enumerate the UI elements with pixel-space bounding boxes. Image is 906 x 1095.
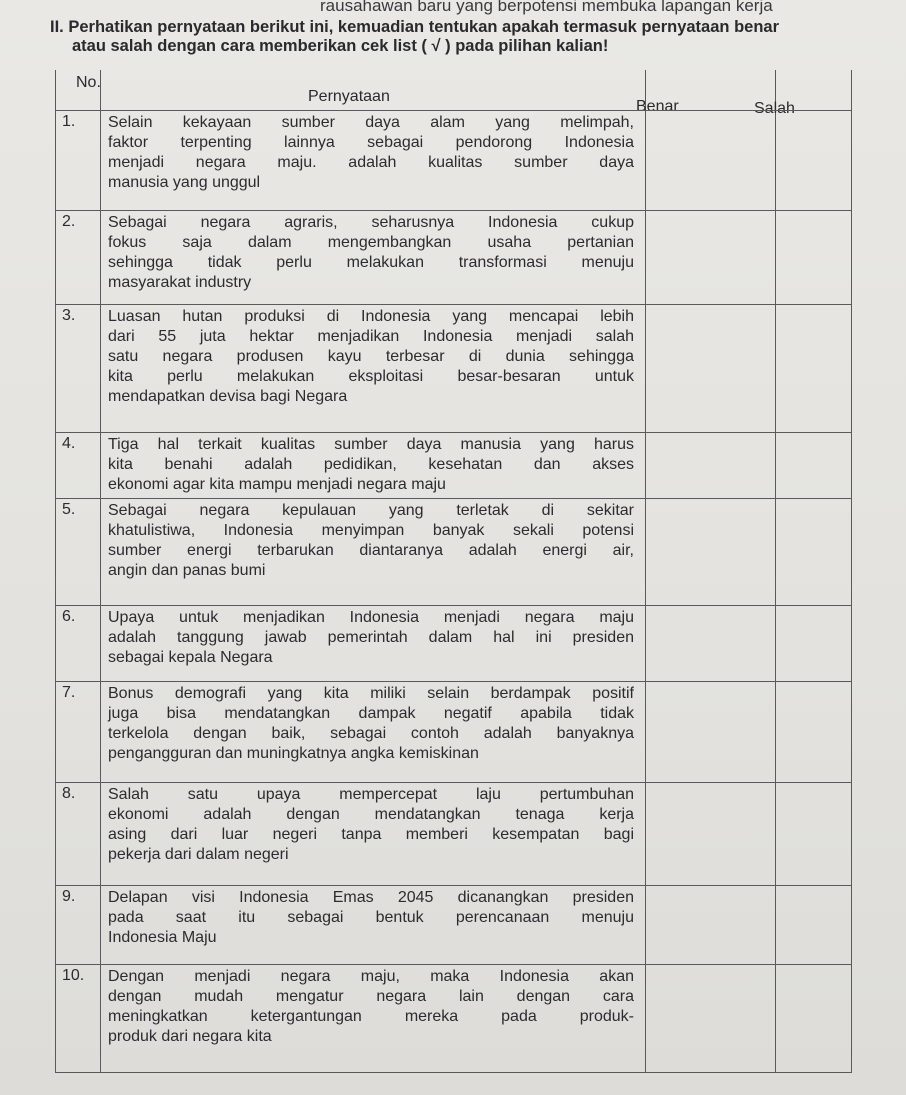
statement-text [108,501,634,581]
statement-line: adalah tanggung jawab pemerintah dalam hal ini presiden [108,629,634,646]
header-benar: Benar [636,98,679,115]
row-number: 5. [62,501,76,518]
previous-question-text: rausahawan baru yang berpotensi membuka lapangan kerja [320,0,773,15]
statement-line: ekonomi agar kita mampu menjadi negara maju [108,476,446,493]
statement-line: kita benahi adalah pedidikan, kesehatan dan akses [108,456,634,473]
row-number: 1. [62,113,76,130]
salah-checkbox-cell[interactable] [775,965,853,1073]
benar-checkbox-cell[interactable] [645,965,775,1073]
statement-line: juga bisa mendatangkan dampak negatif apabila tidak [108,705,634,722]
salah-checkbox-cell[interactable] [775,111,853,210]
statement-line: faktor terpenting lainnya sebagai pendorong Indonesia [108,134,634,151]
statement-line: Dengan menjadi negara maju, maka Indonesia akan [108,968,634,985]
statement-text [108,213,634,293]
statement-line: sebagai kepala Negara [108,649,273,666]
header-salah: Salah [754,100,795,117]
statement-line: manusia yang unggul [108,174,261,191]
table-row [56,964,851,1073]
benar-checkbox-cell[interactable] [645,886,775,964]
benar-checkbox-cell[interactable] [645,682,775,782]
statement-text [108,888,634,948]
statement-text [108,435,634,495]
row-number: 3. [62,307,76,324]
row-number: 10. [62,967,85,984]
statement-line: sumber energi terbarukan diantaranya adalah energi air, [108,542,634,559]
statement-line: asing dari luar negeri tanpa memberi kesempatan bagi [108,826,634,843]
row-number: 8. [62,785,76,802]
benar-checkbox-cell[interactable] [645,111,775,210]
statement-text [108,608,634,668]
benar-checkbox-cell[interactable] [645,305,775,432]
statement-line: Indonesia Maju [108,929,217,946]
table-row [56,681,851,782]
section-instructions [50,18,900,56]
statement-text [108,967,634,1047]
statement-line: terkelola dengan baik, sebagai contoh adalah banyaknya [108,725,634,742]
benar-checkbox-cell[interactable] [645,211,775,304]
statement-line: menjadi negara maju. adalah kualitas sumber daya [108,154,634,171]
statement-text [108,684,634,764]
statement-line: ekonomi adalah dengan mendatangkan tenaga kerja [108,806,634,823]
statement-line: Salah satu upaya mempercepat laju pertumbuhan [108,786,634,803]
statement-line: Selain kekayaan sumber daya alam yang melimpah, [108,114,634,131]
statement-line: pekerja dari dalam negeri [108,846,289,863]
statement-line: angin dan panas bumi [108,562,266,579]
statement-text [108,307,634,407]
statement-line: meningkatkan ketergantungan mereka pada produk- [108,1008,634,1025]
statement-text [108,785,634,865]
table-row [56,304,851,432]
table-row [56,110,851,210]
salah-checkbox-cell[interactable] [775,682,853,782]
statement-text [108,113,634,193]
statement-line: Bonus demografi yang kita miliki selain berdampak positif [108,685,634,702]
statement-line: Sebagai negara agraris, seharusnya Indonesia cukup [108,214,634,231]
header-statement: Pernyataan [308,88,390,105]
statement-line: masyarakat industry [108,274,252,291]
statement-line: mendapatkan devisa bagi Negara [108,388,348,405]
row-number: 9. [62,888,76,905]
header-no: No. [76,74,101,91]
true-false-table [55,70,852,1073]
statement-line: satu negara produsen kayu terbesar di dunia sehingga [108,348,634,365]
statement-line: dengan mudah mengatur negara lain dengan cara [108,988,634,1005]
instruction-line-1: II. Perhatikan pernyataan berikut ini, kemuadian tentukan apakah termasuk pernyataan benar [50,18,779,36]
row-number: 6. [62,608,76,625]
salah-checkbox-cell[interactable] [775,305,853,432]
statement-line: produk dari negara kita [108,1028,272,1045]
statement-line: Luasan hutan produksi di Indonesia yang mencapai lebih [108,308,634,325]
table-row [56,605,851,681]
statement-line: kita perlu melakukan eksploitasi besar-besaran untuk [108,368,634,385]
benar-checkbox-cell[interactable] [645,499,775,605]
salah-checkbox-cell[interactable] [775,211,853,304]
row-number: 4. [62,435,76,452]
table-row [56,432,851,498]
salah-checkbox-cell[interactable] [775,886,853,964]
statement-line: pada saat itu sebagai bentuk perencanaan menuju [108,909,634,926]
statement-line: Tiga hal terkait kualitas sumber daya manusia yang harus [108,436,634,453]
statement-line: Upaya untuk menjadikan Indonesia menjadi negara maju [108,609,634,626]
statement-line: Delapan visi Indonesia Emas 2045 dicanangkan presiden [108,889,634,906]
statement-line: pengangguran dan muningkatnya angka kemiskinan [108,745,479,762]
table-row [56,210,851,304]
statement-line: sehingga tidak perlu melakukan transformasi menuju [108,254,634,271]
table-row [56,498,851,605]
salah-checkbox-cell[interactable] [775,783,853,885]
row-number: 7. [62,684,76,701]
benar-checkbox-cell[interactable] [645,433,775,498]
statement-line: Sebagai negara kepulauan yang terletak di sekitar [108,502,634,519]
salah-checkbox-cell[interactable] [775,499,853,605]
statement-line: khatulistiwa, Indonesia menyimpan banyak sekali potensi [108,522,634,539]
benar-checkbox-cell[interactable] [645,783,775,885]
benar-checkbox-cell[interactable] [645,606,775,681]
instruction-line-2: atau salah dengan cara memberikan cek list ( √ ) pada pilihan kalian! [72,37,609,55]
table-row [56,782,851,885]
statement-line: fokus saja dalam mengembangkan usaha pertanian [108,234,634,251]
table-row [56,885,851,964]
statement-line: dari 55 juta hektar menjadikan Indonesia menjadi salah [108,328,634,345]
salah-checkbox-cell[interactable] [775,606,853,681]
salah-checkbox-cell[interactable] [775,433,853,498]
row-number: 2. [62,213,76,230]
